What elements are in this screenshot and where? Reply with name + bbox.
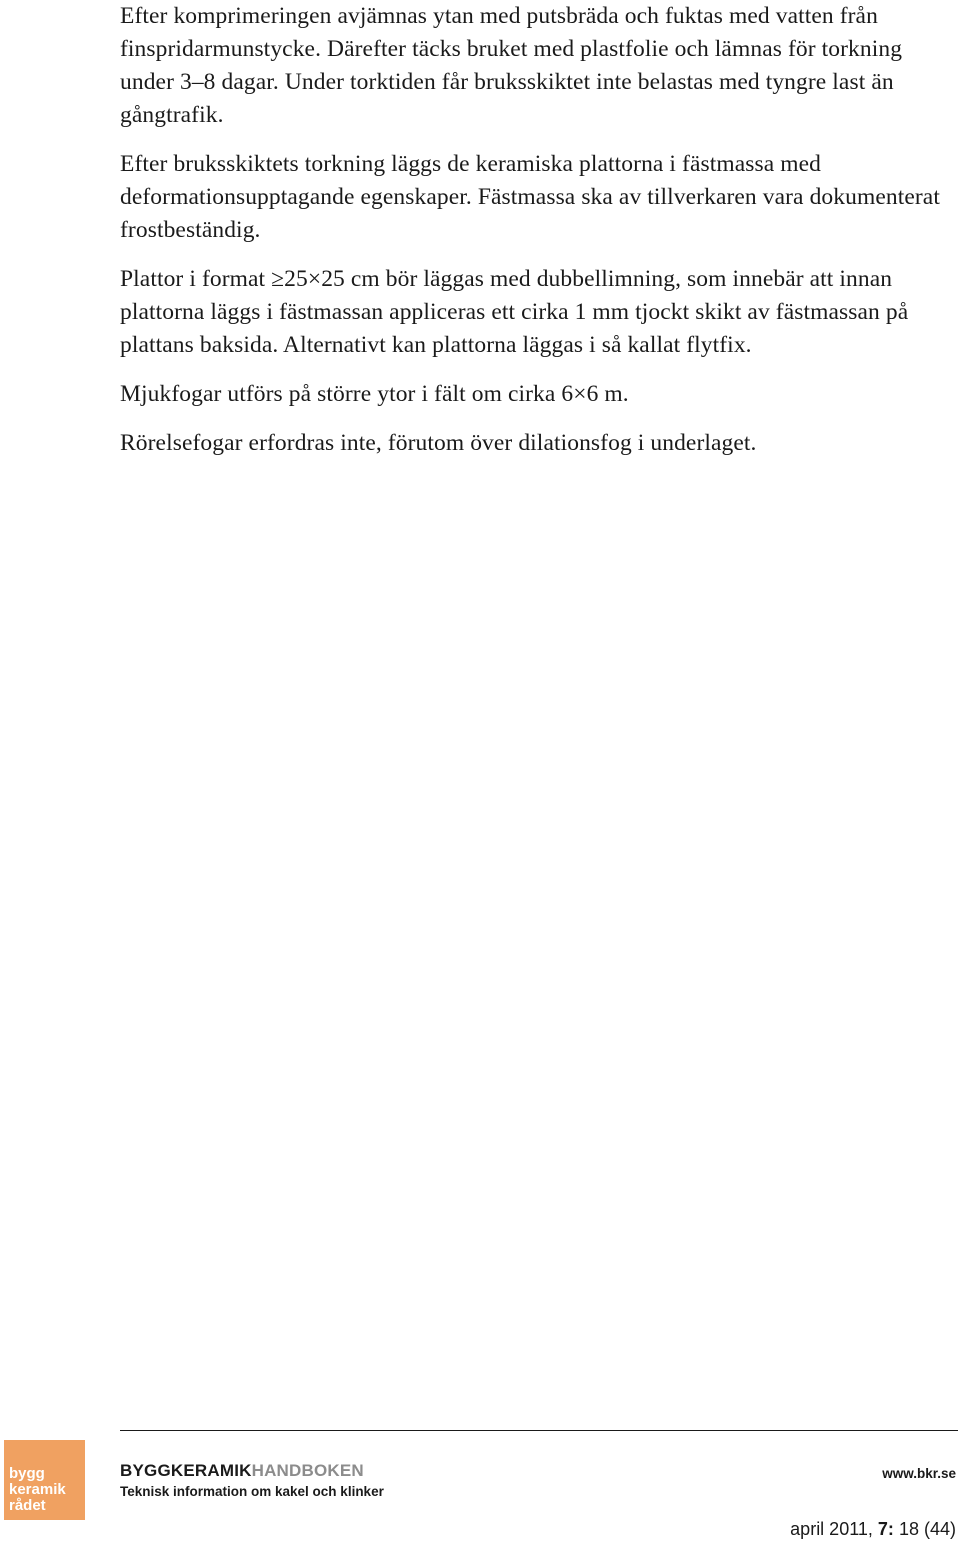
publication-date: april 2011,	[790, 1519, 873, 1539]
logo-line-1: bygg	[9, 1465, 45, 1482]
byggkeramikradet-logo	[4, 1440, 85, 1520]
paragraph-soft-joints: Mjukfogar utförs på större ytor i fält om cirka 6×6 m.	[120, 381, 629, 407]
paragraph-curing: Efter komprimeringen avjämnas ytan med putsbräda och fuktas med vatten från finspridarmunstycke. Därefter täcks bruket med plastfolie och lämnas för torkning under 3–8 dagar. Under torktiden får bruksskiktet inte belastas med tyngre last än gångtrafik.	[120, 3, 903, 128]
logo-line-2: keramik	[9, 1481, 66, 1498]
logo-text	[9, 1466, 66, 1514]
page-info	[790, 1518, 956, 1540]
handbook-title-grey: HANDBOKEN	[251, 1461, 364, 1480]
page-number: 18 (44)	[898, 1519, 956, 1539]
chapter-number: 7:	[877, 1519, 894, 1539]
document-body	[120, 0, 940, 476]
website-link[interactable]: www.bkr.se	[882, 1466, 956, 1481]
paragraph-double-bonding: Plattor i format ≥25×25 cm bör läggas med dubbellimning, som innebär att innan plattorna läggs i fästmassan appliceras ett cirka 1 mm tjockt skikt av fästmassan på plattans baksida. Alternativt kan plattorna läggas i så kallat flytfix.	[120, 266, 909, 358]
paragraph-tile-adhesive: Efter bruksskiktets torkning läggs de keramiska plattorna i fästmassa med deformationsupptagande egenskaper. Fästmassa ska av tillverkaren vara dokumenterat frostbeständig.	[120, 151, 940, 243]
handbook-title	[120, 1461, 364, 1481]
paragraph-movement-joints: Rörelsefogar erfordras inte, förutom över dilationsfog i underlaget.	[120, 430, 757, 456]
handbook-title-dark: BYGGKERAMIK	[120, 1461, 252, 1480]
footer-divider	[120, 1430, 958, 1431]
logo-line-3: rådet	[9, 1497, 46, 1514]
handbook-tagline: Teknisk information om kakel och klinker	[120, 1484, 384, 1499]
